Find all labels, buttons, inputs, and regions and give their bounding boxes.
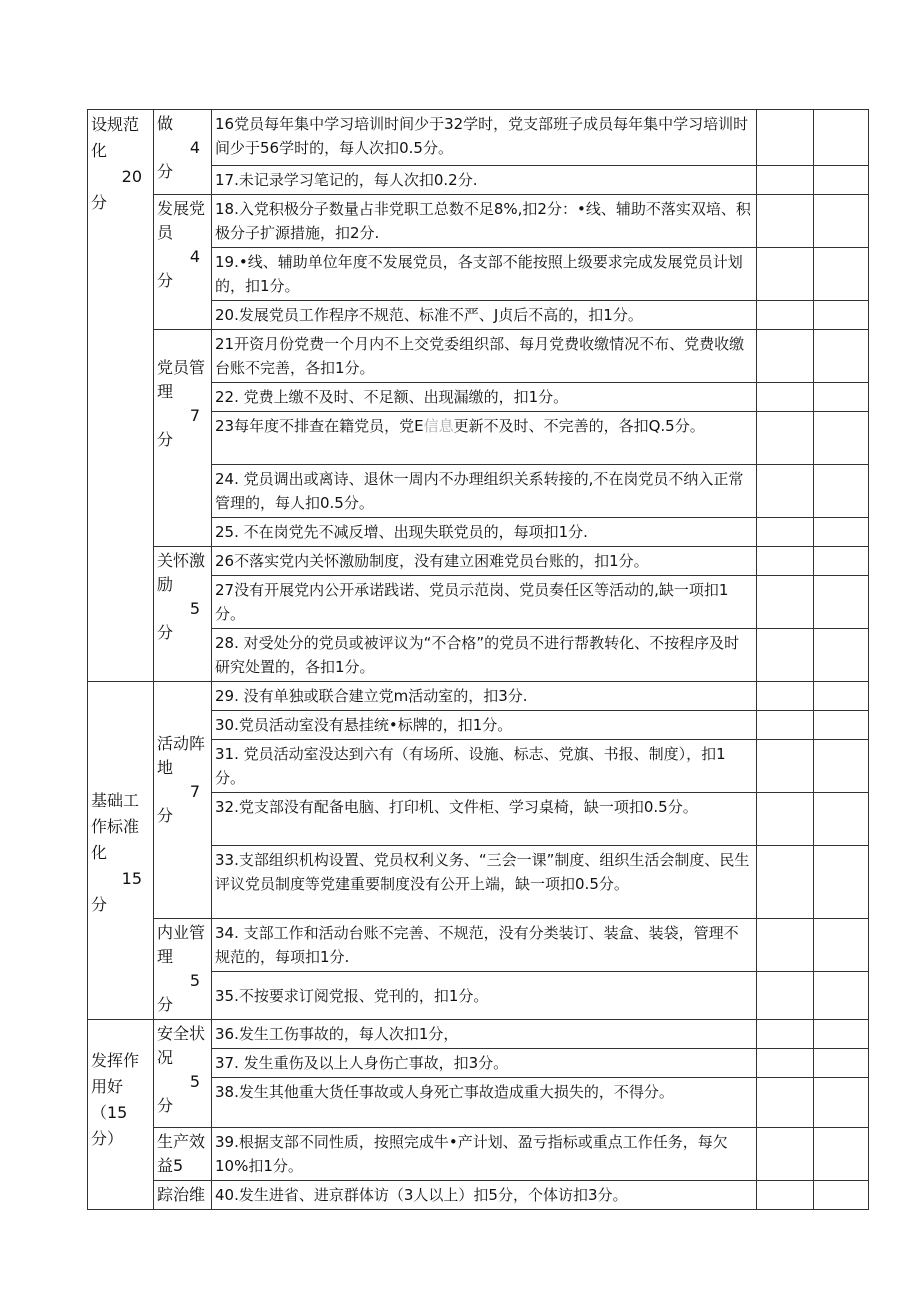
- subcategory-cell: [154, 1181, 212, 1210]
- category-label: 设规范: [91, 115, 140, 134]
- subcategory-label: 生产效: [157, 1132, 206, 1151]
- remark-cell[interactable]: [814, 629, 869, 682]
- remark-cell[interactable]: [814, 195, 869, 248]
- remark-cell[interactable]: [814, 972, 869, 1020]
- subcategory-unit: 分: [157, 271, 174, 290]
- score-cell[interactable]: [757, 793, 814, 846]
- score-cell[interactable]: [757, 1020, 814, 1049]
- score-cell[interactable]: [757, 1181, 814, 1210]
- score-cell[interactable]: [757, 110, 814, 166]
- subcategory-label: 安全状: [157, 1024, 206, 1043]
- category-label: 作标准: [91, 817, 140, 836]
- criterion-text: 36.发生工伤事故的，每人次扣1分，: [212, 1020, 757, 1049]
- category-label: 化: [91, 141, 108, 160]
- remark-cell[interactable]: [814, 1128, 869, 1181]
- remark-cell[interactable]: [814, 711, 869, 740]
- subcategory-cell: [154, 1020, 212, 1128]
- category-label: 化: [91, 843, 108, 862]
- score-cell[interactable]: [757, 412, 814, 465]
- remark-cell[interactable]: [814, 1020, 869, 1049]
- subcategory-unit: 分: [157, 430, 174, 449]
- criterion-text: 29. 没有单独或联合建立党m活动室的，扣3分.: [212, 682, 757, 711]
- subcategory-label: 活动阵: [157, 734, 206, 753]
- category-points: 15: [121, 869, 142, 888]
- subcategory-label: 关怀激: [157, 551, 206, 570]
- subcategory-cell: [154, 330, 212, 547]
- category-label: 用好: [91, 1077, 124, 1096]
- subcategory-unit: 分: [157, 1096, 174, 1115]
- criterion-text: 39.根据支部不同性质，按照完成牛•产计划、盈亏指标或重点工作任务，每欠10%扣1分。: [212, 1128, 757, 1181]
- criterion-text: 19.•线、辅助单位年度不发展党员，各支部不能按照上级要求完成发展党员计划的，扣1分。: [212, 248, 757, 301]
- subcategory-label: 做: [157, 114, 174, 133]
- category-cell: [88, 110, 154, 682]
- criterion-text: 26不落实党内关怀激励制度，没有建立困难党员台账的，扣1分。: [212, 547, 757, 576]
- subcategory-label: 发展党: [157, 199, 206, 218]
- evaluation-table: [87, 109, 869, 1210]
- remark-cell[interactable]: [814, 383, 869, 412]
- subcategory-cell: [154, 547, 212, 682]
- criterion-text: [212, 412, 757, 465]
- category-label: 基础工: [91, 791, 140, 810]
- remark-cell[interactable]: [814, 547, 869, 576]
- criterion-text: 16党员每年集中学习培训时间少于32学时，党支部班子成员每年集中学习培训时间少于56学时的，每人次扣0.5分。: [212, 110, 757, 166]
- subcategory-points: 4: [189, 247, 200, 266]
- criterion-text: 27没有开展党内公开承诺践诺、党员示范岗、党员奏任区等活动的,缺一项扣1分。: [212, 576, 757, 629]
- remark-cell[interactable]: [814, 576, 869, 629]
- category-points: 20: [121, 167, 142, 186]
- score-cell[interactable]: [757, 330, 814, 383]
- remark-cell[interactable]: [814, 846, 869, 919]
- criterion-text: 31. 党员活动室没达到六有（有场所、设施、标志、党旗、书报、制度），扣1分。: [212, 740, 757, 793]
- subcategory-label: 况: [157, 1048, 174, 1067]
- criterion-text: 33.支部组织机构设置、党员权利义务、“三会一课”制度、组织生活会制度、民生评议党员制度等党建重要制度没有公开上端，缺一项扣0.5分。: [212, 846, 757, 919]
- subcategory-cell: [154, 919, 212, 1020]
- score-cell[interactable]: [757, 383, 814, 412]
- faint-text: 信息: [423, 417, 454, 435]
- remark-cell[interactable]: [814, 793, 869, 846]
- subcategory-points: 5: [189, 599, 200, 618]
- category-cell: [88, 1020, 154, 1210]
- criterion-text: 17.未记录学习笔记的，每人次扣0.2分.: [212, 166, 757, 195]
- category-unit: 分: [91, 895, 108, 914]
- remark-cell[interactable]: [814, 110, 869, 166]
- subcategory-label: 理: [157, 382, 174, 401]
- remark-cell[interactable]: [814, 465, 869, 518]
- score-cell[interactable]: [757, 248, 814, 301]
- remark-cell[interactable]: [814, 1181, 869, 1210]
- criterion-text: 24. 党员调出或离诗、退休一周内不办理组织关系转接的,不在岗党员不纳入正常管理的，每人扣0.5分。: [212, 465, 757, 518]
- category-cell: [88, 682, 154, 1020]
- score-cell[interactable]: [757, 465, 814, 518]
- score-cell[interactable]: [757, 518, 814, 547]
- category-label: 分）: [91, 1129, 124, 1148]
- subcategory-label: 励: [157, 575, 174, 594]
- score-cell[interactable]: [757, 740, 814, 793]
- subcategory-label: 员: [157, 223, 174, 242]
- subcategory-cell: [154, 110, 212, 195]
- score-cell[interactable]: [757, 1128, 814, 1181]
- score-cell[interactable]: [757, 682, 814, 711]
- criterion-text: 22. 党费上缴不及时、不足额、出现漏缴的，扣1分。: [212, 383, 757, 412]
- score-cell[interactable]: [757, 166, 814, 195]
- score-cell[interactable]: [757, 919, 814, 972]
- score-cell[interactable]: [757, 629, 814, 682]
- criterion-text: 28. 对受处分的党员或被评议为“不合格”的党员不进行帮教转化、不按程序及时研究处置的，各扣1分。: [212, 629, 757, 682]
- score-cell[interactable]: [757, 1078, 814, 1128]
- subcategory-points: 4: [189, 138, 200, 157]
- criterion-text: 30.党员活动室没有悬挂统•标牌的，扣1分。: [212, 711, 757, 740]
- subcategory-cell: [154, 1128, 212, 1181]
- remark-cell[interactable]: [814, 740, 869, 793]
- score-cell[interactable]: [757, 195, 814, 248]
- criterion-text: 35.不按要求订阅党报、党刊的，扣1分。: [212, 972, 757, 1020]
- criterion-text: 21开资月份党费一个月内不上交党委组织部、每月党费收缴情况不布、党费收缴台账不完善，各扣1分。: [212, 330, 757, 383]
- subcategory-label: 理: [157, 947, 174, 966]
- subcategory-unit: 分: [157, 995, 174, 1014]
- criterion-part: 23每年度不排查在籍党员，党E信息更新不及时、不完善的，各扣Q.5分。: [215, 417, 705, 435]
- criterion-text: 20.发展党员工作程序不规范、标准不严、J贞后不高的，扣1分。: [212, 301, 757, 330]
- subcategory-points: 5: [189, 1072, 200, 1091]
- subcategory-label: 地: [157, 758, 174, 777]
- remark-cell[interactable]: [814, 301, 869, 330]
- score-cell[interactable]: [757, 972, 814, 1020]
- criterion-text: 38.发生其他重大货任事故或人身死亡事故造成重大损失的，不得分。: [212, 1078, 757, 1128]
- subcategory-label: 内业管: [157, 923, 206, 942]
- subcategory-cell: [154, 682, 212, 919]
- subcategory-cell: [154, 195, 212, 330]
- criterion-text: 32.党支部没有配备电脑、打印机、文件柜、学习桌椅，缺一项扣0.5分。: [212, 793, 757, 846]
- category-label: 发挥作: [91, 1051, 140, 1070]
- score-cell[interactable]: [757, 1049, 814, 1078]
- subcategory-label: 踪治维: [157, 1185, 206, 1204]
- score-cell[interactable]: [757, 711, 814, 740]
- score-cell[interactable]: [757, 301, 814, 330]
- criterion-text: 25. 不在岗党先不减反增、出现失联党员的，每项扣1分.: [212, 518, 757, 547]
- remark-cell[interactable]: [814, 682, 869, 711]
- score-cell[interactable]: [757, 547, 814, 576]
- subcategory-unit: 分: [157, 623, 174, 642]
- remark-cell[interactable]: [814, 1049, 869, 1078]
- subcategory-points: 7: [189, 782, 200, 801]
- subcategory-label: 党员管: [157, 358, 206, 377]
- remark-cell[interactable]: [814, 166, 869, 195]
- remark-cell[interactable]: [814, 412, 869, 465]
- criterion-text: 34. 支部工作和活动台账不完善、不规范，没有分类装订、装盒、装袋，管理不规范的，每项扣1分.: [212, 919, 757, 972]
- subcategory-unit: 分: [157, 806, 174, 825]
- category-label: （15: [91, 1103, 128, 1122]
- remark-cell[interactable]: [814, 248, 869, 301]
- remark-cell[interactable]: [814, 330, 869, 383]
- remark-cell[interactable]: [814, 919, 869, 972]
- score-cell[interactable]: [757, 576, 814, 629]
- score-cell[interactable]: [757, 846, 814, 919]
- remark-cell[interactable]: [814, 518, 869, 547]
- subcategory-points: 7: [189, 406, 200, 425]
- criterion-text: 40.发生进省、进京群体访（3人以上）扣5分，个体访扣3分。: [212, 1181, 757, 1210]
- criterion-text: 18.入党积极分子数量占非党职工总数不足8%,扣2分：•线、辅助不落实双培、积极分子扩源措施，扣2分.: [212, 195, 757, 248]
- criterion-text: 37. 发生重伤及以上人身伤亡事故，扣3分。: [212, 1049, 757, 1078]
- subcategory-label: 益5: [157, 1156, 184, 1175]
- subcategory-points: 5: [189, 971, 200, 990]
- subcategory-unit: 分: [157, 162, 174, 181]
- category-unit: 分: [91, 193, 108, 212]
- remark-cell[interactable]: [814, 1078, 869, 1128]
